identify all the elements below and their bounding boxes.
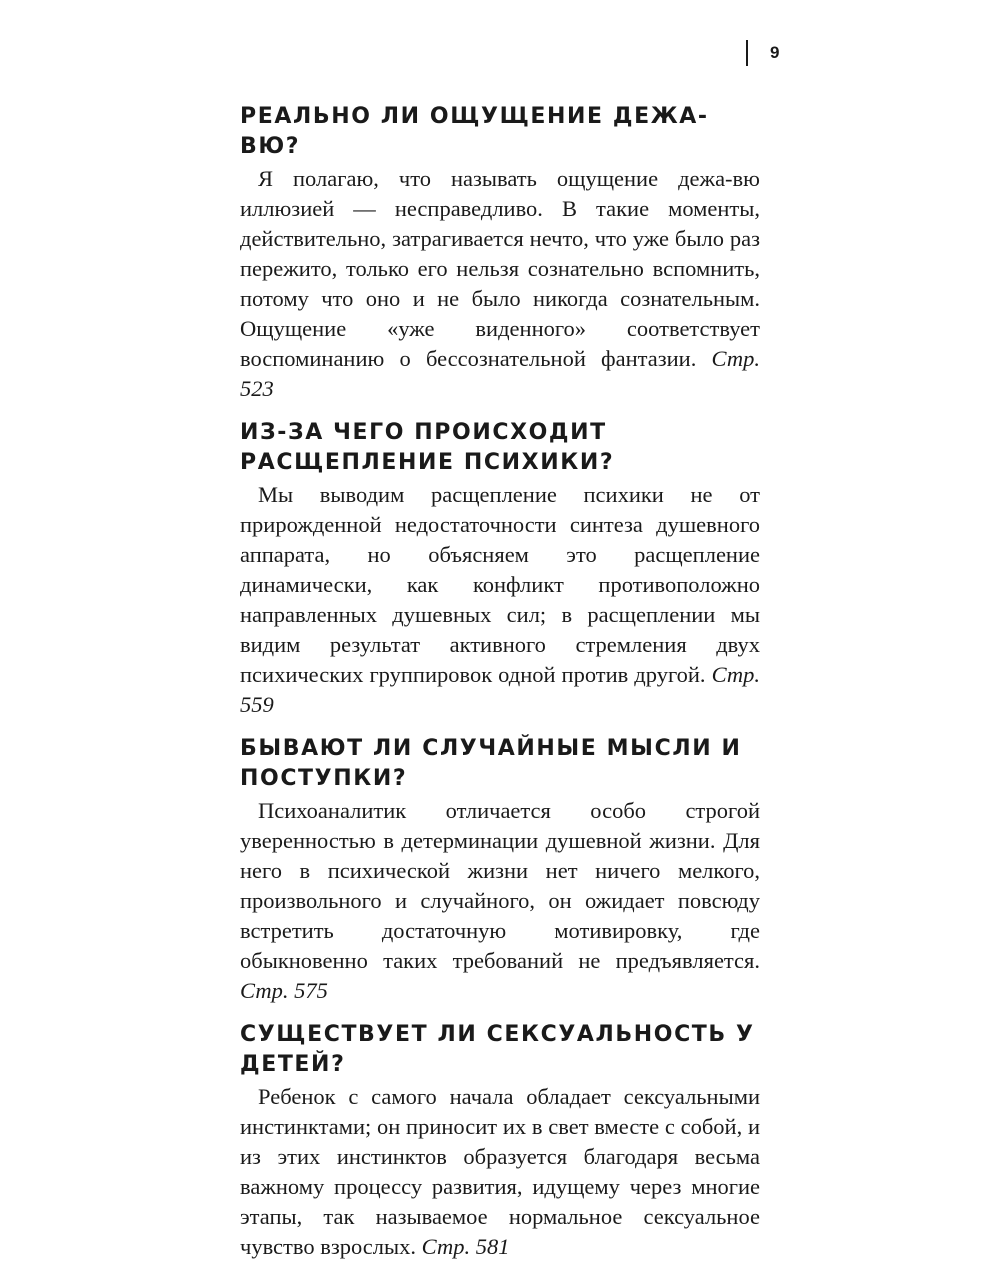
question-heading: СУЩЕСТВУЕТ ЛИ СЕКСУАЛЬНОСТЬ У ДЕТЕЙ? — [240, 1022, 755, 1077]
question-heading: РЕАЛЬНО ЛИ ОЩУЩЕНИЕ ДЕЖА-ВЮ? — [240, 104, 709, 159]
question-heading: ИЗ-ЗА ЧЕГО ПРОИСХОДИТ РАСЩЕПЛЕНИЕ ПСИХИКИ? — [240, 420, 615, 475]
answer-text: Я полагаю, что называть ощущение дежа-вю иллюзией — несправедливо. В такие моменты, действительно, затрагивается нечто, что уже было раз пережито, только его нельзя сознательно вспомнить, потому что оно и не было никогда сознательным. Ощущение «уже виденного» соответствует воспоминанию о бессознательной фантазии. — [240, 166, 760, 371]
question-heading: БЫВАЮТ ЛИ СЛУЧАЙНЫЕ МЫСЛИ И ПОСТУПКИ? — [240, 736, 742, 791]
answer-paragraph — [240, 796, 760, 1006]
answer-paragraph — [240, 164, 760, 404]
page-reference: Стр. 523 — [240, 346, 760, 401]
page-reference: Стр. 581 — [421, 1234, 510, 1259]
page-content — [240, 102, 760, 1276]
page-reference: Стр. 575 — [240, 978, 328, 1003]
answer-text: Ребенок с самого начала обладает сексуальными инстинктами; он приносит их в свет вместе с собой, и из этих инстинктов образуется благодаря весьма важному процессу развития, идущему через многие этапы, так называемое нормальное сексуальное чувство взрослых. — [240, 1084, 760, 1259]
header-divider — [746, 40, 748, 66]
qa-section-psyche-splitting — [240, 418, 760, 720]
answer-paragraph — [240, 480, 760, 720]
answer-text: Психоаналитик отличается особо строгой уверенностью в детерминации душевной жизни. Для него в психической жизни нет ничего мелкого, произвольного и случайного, он ожидает повсюду встретить достаточную мотивировку, где обыкновенно таких требований не предъявляется. — [240, 798, 760, 973]
answer-paragraph — [240, 1082, 760, 1262]
qa-section-deja-vu — [240, 102, 760, 404]
page-number: 9 — [770, 43, 780, 62]
qa-section-random-thoughts — [240, 734, 760, 1006]
qa-section-child-sexuality — [240, 1020, 760, 1262]
answer-text: Мы выводим расщепление психики не от прирожденной недостаточности синтеза душевного аппарата, но объясняем это расщепление динамически, как конфликт противоположно направленных душевных сил; в расщеплении мы видим результат активного стремления двух психических группировок одной против другой. — [240, 482, 760, 687]
page-reference: Стр. 559 — [240, 662, 761, 717]
